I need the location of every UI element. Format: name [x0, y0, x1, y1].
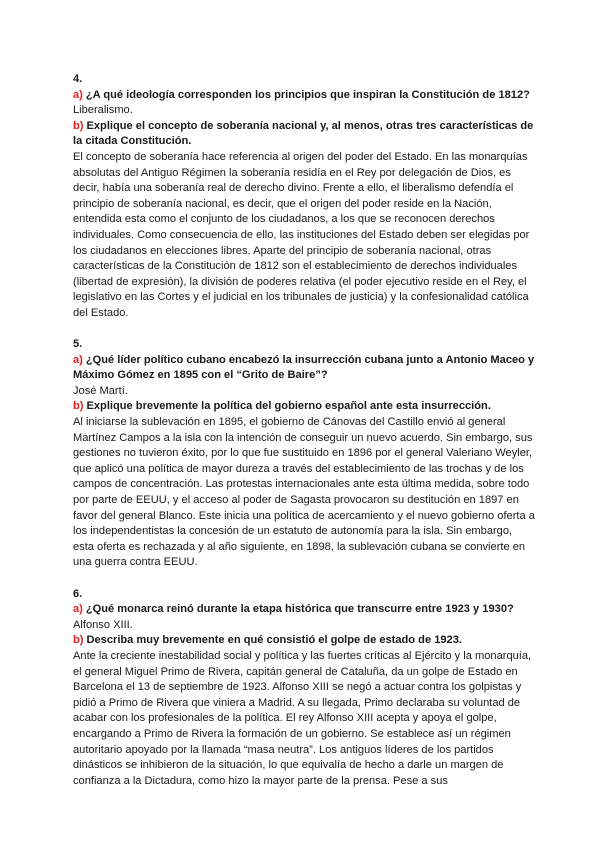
part-a-marker: a): [73, 353, 83, 366]
question-a-text: ¿Qué líder político cubano encabezó la insurrección cubana junto a Antonio Maceo y Máximo Gómez en 1895 con el “Grito de Baire”?: [73, 353, 535, 382]
answer-a: José Martí.: [73, 384, 128, 397]
part-a-marker: a): [73, 603, 83, 616]
part-b-marker: b): [73, 400, 84, 413]
question-a-text: ¿A qué ideología corresponden los principios que inspiran la Constitución de 1812?: [85, 88, 530, 101]
answer-a: Alfonso XIII.: [73, 618, 133, 631]
question-section-6: [73, 587, 535, 790]
part-b-marker: b): [73, 634, 84, 647]
part-a-marker: a): [73, 88, 83, 101]
question-b-text: Explique el concepto de soberanía nacional y, al menos, otras tres características de la citada Constitución.: [73, 119, 534, 148]
question-b-text: Explique brevemente la política del gobierno español ante esta insurrección.: [86, 400, 491, 413]
answer-b: El concepto de soberanía hace referencia al origen del poder del Estado. En las monarquías absolutas del Antiguo Régimen la soberanía residía en el Rey por delegación de Dios, es decir, había una soberanía real de derecho divino. Frente a ello, el liberalismo defendía el principio de soberanía nacional, es decir, que el origen del poder reside en la Nación, entendida esta como el conjunto de los ciudadanos, a los que se reconocen derechos individuales. Como consecuencia de ello, las instituciones del Estado deben ser elegidas por los ciudadanos en elecciones libres. Aparte del principio de soberanía nacional, otras características de la Constitución de 1812 son el establecimiento de derechos individuales (libertad de expresión), la división de poderes relativa (el poder ejecutivo reside en el Rey, el legislativo en las Cortes y el judicial en los tribunales de justicia) y la confesionalidad católica del Estado.: [73, 150, 530, 319]
question-b: [73, 119, 535, 150]
part-b-marker: b): [73, 119, 84, 132]
document-page: [73, 72, 535, 805]
answer-a: Liberalismo.: [73, 104, 133, 117]
question-b: [73, 399, 535, 415]
question-number: 6.: [73, 587, 83, 600]
question-b: [73, 633, 535, 649]
question-a: [73, 353, 535, 384]
question-a: [73, 88, 535, 104]
question-section-5: [73, 337, 535, 571]
answer-b: Ante la creciente inestabilidad social y política y las fuertes críticas al Ejército y la monarquía, el general Miguel Primo de Rivera, capitán general de Cataluña, da un golpe de Estado en Barcelona el 13 de septiembre de 1923. Alfonso XIII se negó a actuar contra los golpistas y pidió a Primo de Rivera que viniera a Madrid. A su llegada, Primo declaraba su voluntad de acabar con los profesionales de la política. El rey Alfonso XIII acepta y apoya el golpe, encargando a Primo de Rivera la formación de un gobierno. Se establece así un régimen autoritario apoyado por la llamada “masa neutra”. Los antiguos líderes de los partidos dinásticos se inhibieron de la situación, lo que equivalía de hecho a darle un margen de confianza a la Dictadura, como hizo la mayor parte de la prensa. Pese a sus: [73, 649, 532, 787]
question-section-4: [73, 72, 535, 322]
question-a: [73, 602, 535, 618]
question-number: 4.: [73, 73, 83, 85]
question-number: 5.: [73, 338, 83, 351]
question-b-text: Describa muy brevemente en qué consistió el golpe de estado de 1923.: [86, 634, 462, 647]
question-a-text: ¿Qué monarca reinó durante la etapa histórica que transcurre entre 1923 y 1930?: [85, 603, 514, 616]
answer-b: Al iniciarse la sublevación en 1895, el gobierno de Cánovas del Castillo envió al general Martínez Campos a la isla con la intención de conseguir un nuevo acuerdo. Sin embargo, sus gestiones no tuvieron éxito, por lo que fue sustituido en 1896 por el general Valeriano Weyler, que aplicó una política de mayor dureza a través del establecimiento de las trochas y de los campos de concentración. Las protestas internacionales ante esta última medida, sobre todo por parte de EEUU, y el acceso al poder de Sagasta provocaron su destitución en 1897 en favor del general Blanco. Este inicia una política de acercamiento y el nuevo gobierno oferta a los independentistas la concesión de un estatuto de autonomía para la isla. Sin embargo, esta oferta es rechazada y al año siguiente, en 1898, la sublevación cubana se convierte en una guerra contra EEUU.: [73, 416, 535, 569]
